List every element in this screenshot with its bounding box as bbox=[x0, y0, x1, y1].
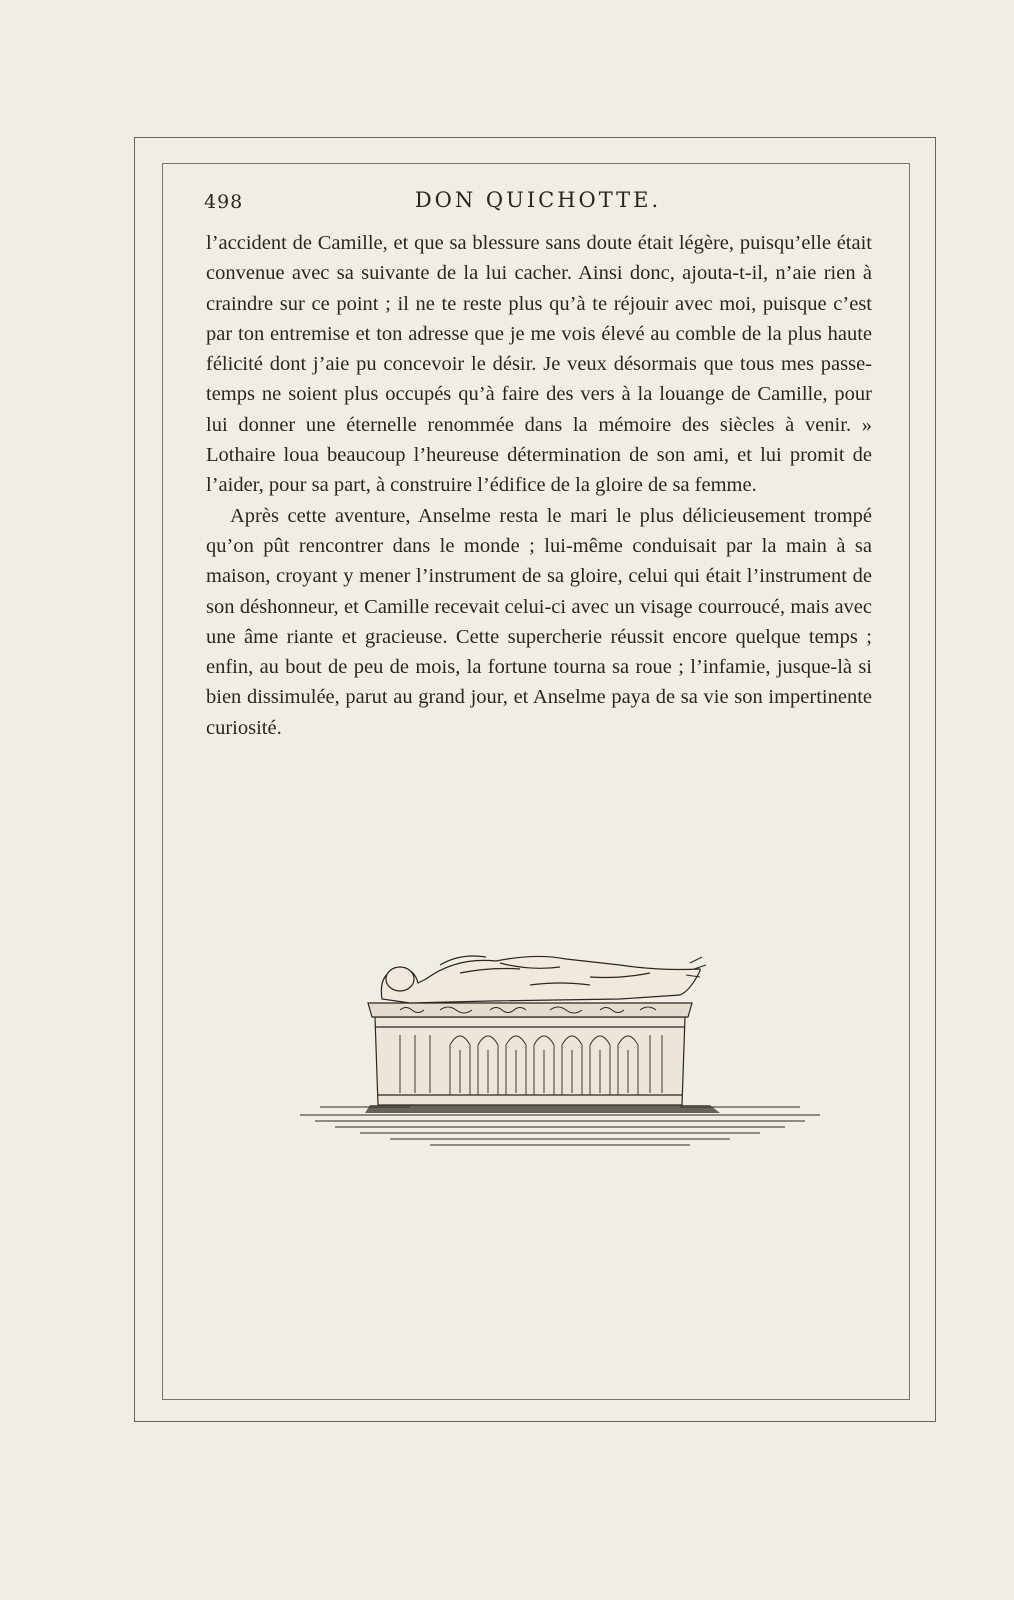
body-text bbox=[206, 228, 872, 743]
page-header bbox=[204, 188, 872, 222]
paragraph: l’accident de Camille, et que sa blessure sans doute était légère, puisqu’elle était convenue avec sa suivante de la lui cacher. Ainsi donc, ajouta-t-il, n’aie rien à craindre sur ce point ; il ne te reste plus qu’à te réjouir avec moi, puisque c’est par ton entremise et ton adresse que je me vois élevé au comble de la plus haute félicité dont j’aie pu concevoir le désir. Je veux désormais que tous mes passe-temps ne soient plus occupés qu’à faire des vers à la louange de Camille, pour lui donner une éternelle renommée dans la mémoire des siècles à venir. » Lothaire loua beaucoup l’heureuse détermination de son ami, et lui promit de l’aider, pour sa part, à construire l’édifice de la gloire de sa femme. bbox=[206, 232, 872, 497]
paragraph: Après cette aventure, Anselme resta le mari le plus délicieusement trompé qu’on pût rencontrer dans le monde ; lui-même conduisait par la main à sa maison, croyant y mener l’instrument de sa gloire, celui qui était l’instrument de son déshonneur, et Camille recevait celui-ci avec un visage courroucé, mais avec une âme riante et gracieuse. Cette supercherie réussit encore quelque temps ; enfin, au bout de peu de mois, la fortune tourna sa roue ; l’infamie, jusque-là si bien dissimulée, parut au grand jour, et Anselme paya de sa vie son impertinente curiosité. bbox=[206, 504, 872, 739]
page-number: 498 bbox=[204, 191, 244, 213]
running-title: DON QUICHOTTE. bbox=[414, 188, 662, 212]
tomb-effigy-engraving-icon bbox=[290, 955, 830, 1180]
